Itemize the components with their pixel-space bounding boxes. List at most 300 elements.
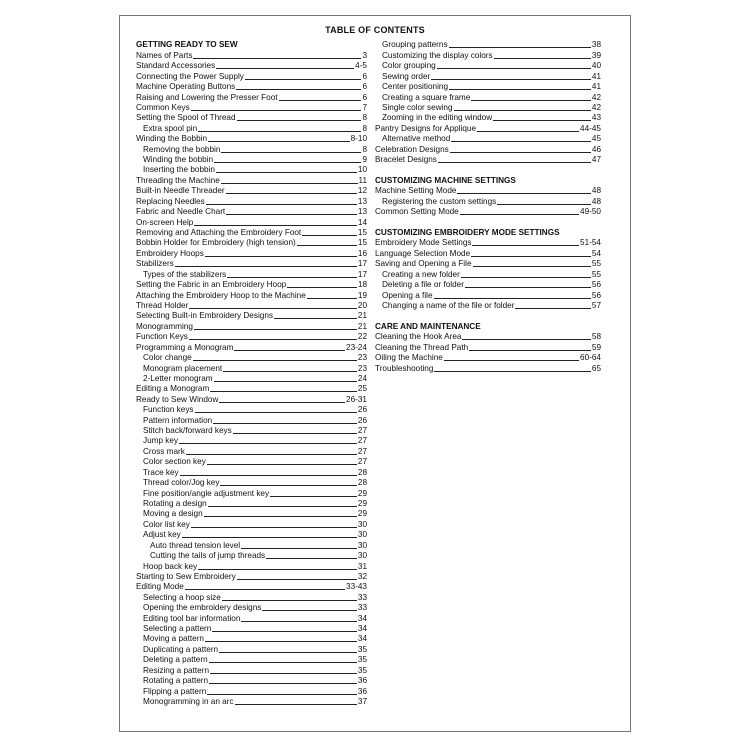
toc-entry-page-number: 26 <box>357 405 367 415</box>
toc-entry-page-number: 20 <box>357 300 367 310</box>
toc-entry-label: Setting the Spool of Thread <box>136 113 236 123</box>
toc-entry-page-number: 34 <box>357 634 367 644</box>
toc-entry-page-number: 11 <box>358 175 367 185</box>
dot-leader <box>457 193 590 194</box>
toc-entry-winding-the-bobbin[interactable] <box>136 155 367 165</box>
toc-entry-page-number: 29 <box>357 498 367 508</box>
toc-entry-page-number: 33-43 <box>346 582 367 592</box>
toc-entry-label: Stabilizers <box>136 259 174 269</box>
dot-leader <box>454 110 591 111</box>
dot-leader <box>186 454 357 455</box>
toc-entry-label: Monogram placement <box>143 363 223 373</box>
toc-entry-page-number: 27 <box>357 436 367 446</box>
toc-entry-label: Opening a file <box>382 290 433 300</box>
toc-entry-connecting-the-power-supply[interactable] <box>136 71 367 81</box>
dot-leader <box>214 381 357 382</box>
toc-entry-label: Changing a name of the file or folder <box>382 300 515 310</box>
dot-leader <box>219 402 345 403</box>
toc-entry-removing-the-bobbin[interactable] <box>136 144 367 154</box>
section-heading-label: GETTING READY TO SEW <box>136 40 238 50</box>
dot-leader <box>195 412 357 413</box>
toc-entry-page-number: 31 <box>357 561 367 571</box>
dot-leader <box>236 89 361 90</box>
toc-entry-label: Inserting the bobbin <box>143 165 215 175</box>
toc-entry-cleaning-the-thread-path[interactable] <box>375 342 601 352</box>
dot-leader <box>235 704 357 705</box>
dot-leader <box>213 423 357 424</box>
dot-leader <box>460 214 579 215</box>
toc-entry-label: On-screen Help <box>136 217 194 227</box>
toc-entry-fine-position-angle-adjustment-key[interactable] <box>136 488 367 498</box>
dot-leader <box>210 391 357 392</box>
toc-entry-label: Bobbin Holder for Embroidery (high tension) <box>136 238 296 248</box>
toc-entry-grouping-patterns[interactable] <box>375 40 601 50</box>
dot-leader <box>204 516 357 517</box>
toc-entry-opening-a-file[interactable] <box>375 290 601 300</box>
dot-leader <box>208 506 357 507</box>
toc-entry-fabric-and-needle-chart[interactable] <box>136 207 367 217</box>
toc-entry-creating-a-new-folder[interactable] <box>375 269 601 279</box>
toc-entry-page-number: 49-50 <box>580 207 601 217</box>
toc-entry-page-number: 18 <box>357 280 367 290</box>
toc-entry-resizing-a-pattern[interactable] <box>136 665 367 675</box>
toc-entry-label: Grouping patterns <box>382 40 448 50</box>
toc-entry-label: Machine Operating Buttons <box>136 82 236 92</box>
toc-entry-page-number: 57 <box>591 300 601 310</box>
dot-leader <box>198 569 357 570</box>
toc-entry-page-number: 37 <box>357 697 367 706</box>
dot-leader <box>469 350 591 351</box>
toc-entry-label: Stitch back/forward keys <box>143 426 232 436</box>
toc-entry-label: Machine Setting Mode <box>375 186 457 196</box>
toc-entry-embroidery-mode-settings[interactable] <box>375 238 601 248</box>
toc-entry-cross-mark[interactable] <box>136 446 367 456</box>
toc-entry-page-number: 34 <box>357 613 367 623</box>
toc-entry-cutting-the-tails-of-jump-threads[interactable] <box>136 551 367 561</box>
toc-entry-page-number: 44-45 <box>580 123 601 133</box>
toc-entry-page-number: 33 <box>357 592 367 602</box>
dot-leader <box>194 225 357 226</box>
dot-leader <box>179 443 357 444</box>
section-heading-label: CUSTOMIZING EMBROIDERY MODE SETTINGS <box>375 228 560 238</box>
toc-entry-label: Center positioning <box>382 82 448 92</box>
toc-entry-page-number: 56 <box>591 280 601 290</box>
toc-entry-page-number: 9 <box>362 155 367 165</box>
toc-entry-removing-and-attaching-the-embroidery-foot[interactable] <box>136 228 367 238</box>
toc-entry-page-number: 7 <box>362 102 367 112</box>
toc-entry-page-number: 47 <box>591 155 601 165</box>
toc-entry-deleting-a-pattern[interactable] <box>136 655 367 665</box>
toc-entry-label: Zooming in the editing window <box>382 113 493 123</box>
toc-entry-page-number: 16 <box>357 248 367 258</box>
dot-leader <box>206 204 357 205</box>
dot-leader <box>223 371 357 372</box>
toc-entry-sewing-order[interactable] <box>375 71 601 81</box>
toc-entry-opening-the-embroidery-designs[interactable] <box>136 603 367 613</box>
toc-entry-auto-thread-tension-level[interactable] <box>136 540 367 550</box>
dot-leader <box>210 673 357 674</box>
toc-entry-label: Embroidery Hoops <box>136 248 204 258</box>
toc-entry-page-number: 51-54 <box>580 238 601 248</box>
dot-leader <box>191 110 362 111</box>
toc-entry-label: Color section key <box>143 457 206 467</box>
toc-entry-jump-key[interactable] <box>136 436 367 446</box>
toc-entry-editing-a-monogram[interactable] <box>136 384 367 394</box>
toc-entry-replacing-needles[interactable] <box>136 196 367 206</box>
toc-entry-selecting-built-in-embroidery-designs[interactable] <box>136 311 367 321</box>
dot-leader <box>438 162 591 163</box>
dot-leader <box>493 120 591 121</box>
dot-leader <box>262 610 357 611</box>
toc-entry-moving-a-pattern[interactable] <box>136 634 367 644</box>
toc-entry-selecting-a-hoop-size[interactable] <box>136 592 367 602</box>
toc-entry-saving-and-opening-a-file[interactable] <box>375 259 601 269</box>
toc-entry-common-keys[interactable] <box>136 103 367 113</box>
toc-entry-extra-spool-pin[interactable] <box>136 123 367 133</box>
toc-entry-label: Removing and Attaching the Embroidery Foot <box>136 228 302 238</box>
toc-entry-inserting-the-bobbin[interactable] <box>136 165 367 175</box>
toc-entry-label: Trace key <box>143 467 179 477</box>
toc-entry-adjust-key[interactable] <box>136 530 367 540</box>
dot-leader <box>205 641 357 642</box>
toc-entry-types-of-the-stabilizers[interactable] <box>136 269 367 279</box>
toc-entry-page-number: 30 <box>357 519 367 529</box>
toc-entry-label: Names of Parts <box>136 50 193 60</box>
toc-entry-attaching-the-embroidery-hoop-to-the-machine[interactable] <box>136 290 367 300</box>
toc-entry-label: Fine position/angle adjustment key <box>143 488 270 498</box>
dot-leader <box>193 360 357 361</box>
toc-entry-rotating-a-pattern[interactable] <box>136 676 367 686</box>
toc-entry-page-number: 35 <box>357 655 367 665</box>
toc-entry-bracelet-designs[interactable] <box>375 155 601 165</box>
toc-entry-page-number: 23-24 <box>346 342 367 352</box>
toc-entry-page-number: 30 <box>357 530 367 540</box>
dot-leader <box>227 277 357 278</box>
toc-entry-stabilizers[interactable] <box>136 259 367 269</box>
toc-entry-page-number: 6 <box>362 92 367 102</box>
toc-entry-duplicating-a-pattern[interactable] <box>136 644 367 654</box>
dot-leader <box>241 548 357 549</box>
toc-entry-label: Setting the Fabric in an Embroidery Hoop <box>136 280 287 290</box>
toc-entry-thread-color-jog-key[interactable] <box>136 478 367 488</box>
toc-entry-label: Attaching the Embroidery Hoop to the Machine <box>136 290 306 300</box>
toc-entry-label: Selecting a hoop size <box>143 592 221 602</box>
toc-entry-page-number: 29 <box>357 509 367 519</box>
toc-entry-embroidery-hoops[interactable] <box>136 248 367 258</box>
toc-right-column <box>375 40 601 374</box>
toc-entry-center-positioning[interactable] <box>375 82 601 92</box>
dot-leader <box>237 120 362 121</box>
toc-entry-single-color-sewing[interactable] <box>375 103 601 113</box>
toc-entry-on-screen-help[interactable] <box>136 217 367 227</box>
dot-leader <box>515 308 590 309</box>
toc-entry-machine-setting-mode[interactable] <box>375 186 601 196</box>
toc-entry-page-number: 41 <box>591 82 601 92</box>
dot-leader <box>209 683 357 684</box>
toc-entry-label: Types of the stabilizers <box>143 269 227 279</box>
toc-entry-color-grouping[interactable] <box>375 61 601 71</box>
toc-entry-editing-tool-bar-information[interactable] <box>136 613 367 623</box>
toc-left-column <box>136 40 367 707</box>
toc-entry-label: Cutting the tails of jump threads <box>150 551 266 561</box>
toc-entry-page-number: 15 <box>357 238 367 248</box>
toc-entry-machine-operating-buttons[interactable] <box>136 82 367 92</box>
toc-entry-page-number: 26-31 <box>346 394 367 404</box>
dot-leader <box>462 339 590 340</box>
toc-entry-common-setting-mode[interactable] <box>375 207 601 217</box>
dot-leader <box>209 662 357 663</box>
dot-leader <box>221 152 361 153</box>
toc-entry-label: Single color sewing <box>382 102 453 112</box>
dot-leader <box>434 298 591 299</box>
toc-section-heading-customizing-embroidery-mode-settings <box>375 228 601 238</box>
toc-entry-zooming-in-the-editing-window[interactable] <box>375 113 601 123</box>
toc-entry-pantry-designs-for-applique[interactable] <box>375 123 601 133</box>
section-spacer <box>375 217 601 227</box>
toc-entry-page-number: 55 <box>591 259 601 269</box>
toc-entry-page-number: 21 <box>357 321 367 331</box>
toc-entry-page-number: 35 <box>357 644 367 654</box>
toc-entry-color-list-key[interactable] <box>136 519 367 529</box>
toc-entry-starting-to-sew-embroidery[interactable] <box>136 572 367 582</box>
toc-entry-2-letter-monogram[interactable] <box>136 374 367 384</box>
toc-entry-label: Sewing order <box>382 71 431 81</box>
dot-leader <box>434 371 590 372</box>
toc-entry-label: Standard Accessories <box>136 61 216 71</box>
toc-entry-flipping-a-pattern[interactable] <box>136 686 367 696</box>
dot-leader <box>191 527 357 528</box>
toc-entry-page-number: 6 <box>362 82 367 92</box>
toc-entry-page-number: 29 <box>357 488 367 498</box>
dot-leader <box>194 329 357 330</box>
toc-entry-moving-a-design[interactable] <box>136 509 367 519</box>
toc-entry-label: Selecting Built-in Embroidery Designs <box>136 311 273 321</box>
toc-entry-cleaning-the-hook-area[interactable] <box>375 332 601 342</box>
section-heading-label: CARE AND MAINTENANCE <box>375 321 481 331</box>
toc-entry-stitch-back-forward-keys[interactable] <box>136 426 367 436</box>
dot-leader <box>274 318 357 319</box>
toc-entry-label: Color change <box>143 353 192 363</box>
toc-entry-page-number: 22 <box>357 332 367 342</box>
toc-entry-label: Alternative method <box>382 134 451 144</box>
dot-leader <box>207 464 357 465</box>
toc-entry-label: Rotating a design <box>143 498 207 508</box>
toc-entry-page-number: 59 <box>591 342 601 352</box>
toc-entry-creating-a-square-frame[interactable] <box>375 92 601 102</box>
toc-entry-monogram-placement[interactable] <box>136 363 367 373</box>
dot-leader <box>220 485 356 486</box>
toc-entry-page-number: 55 <box>591 269 601 279</box>
toc-entry-label: Threading the Machine <box>136 175 220 185</box>
dot-leader <box>214 162 361 163</box>
toc-entry-editing-mode[interactable] <box>136 582 367 592</box>
toc-entry-page-number: 13 <box>357 196 367 206</box>
toc-entry-label: Color list key <box>143 519 190 529</box>
toc-entry-label: Ready to Sew Window <box>136 394 219 404</box>
toc-entry-label: Replacing Needles <box>136 196 205 206</box>
toc-entry-setting-the-fabric-in-an-embroidery-hoop[interactable] <box>136 280 367 290</box>
toc-title: TABLE OF CONTENTS <box>325 25 425 35</box>
toc-entry-page-number: 32 <box>357 571 367 581</box>
dot-leader <box>221 183 358 184</box>
toc-section-heading-customizing-machine-settings <box>375 175 601 185</box>
toc-entry-thread-holder[interactable] <box>136 301 367 311</box>
toc-entry-color-section-key[interactable] <box>136 457 367 467</box>
dot-leader <box>494 58 591 59</box>
toc-entry-label: Editing Mode <box>136 582 184 592</box>
toc-entry-label: Programming a Monogram <box>136 342 234 352</box>
toc-entry-programming-a-monogram[interactable] <box>136 342 367 352</box>
dot-leader <box>182 537 357 538</box>
dot-leader <box>241 621 356 622</box>
toc-entry-setting-the-spool-of-thread[interactable] <box>136 113 367 123</box>
toc-entry-threading-the-machine[interactable] <box>136 175 367 185</box>
toc-entry-hoop-back-key[interactable] <box>136 561 367 571</box>
toc-entry-celebration-designs[interactable] <box>375 144 601 154</box>
dot-leader <box>471 256 591 257</box>
dot-leader <box>205 256 357 257</box>
toc-entry-customizing-the-display-colors[interactable] <box>375 50 601 60</box>
toc-entry-label: Common Setting Mode <box>375 207 459 217</box>
toc-entry-label: Deleting a file or folder <box>382 280 464 290</box>
dot-leader <box>208 141 350 142</box>
toc-entry-function-keys[interactable] <box>136 405 367 415</box>
toc-entry-label: Celebration Designs <box>375 144 449 154</box>
toc-entry-label: Common Keys <box>136 102 190 112</box>
dot-leader <box>185 589 345 590</box>
toc-entry-page-number: 8-10 <box>350 134 367 144</box>
toc-entry-ready-to-sew-window[interactable] <box>136 394 367 404</box>
toc-entry-label: Built-in Needle Threader <box>136 186 225 196</box>
toc-entry-winding-the-bobbin[interactable] <box>136 134 367 144</box>
toc-entry-page-number: 40 <box>591 61 601 71</box>
toc-entry-page-number: 23 <box>357 363 367 373</box>
dot-leader <box>189 339 357 340</box>
toc-entry-page-number: 26 <box>357 415 367 425</box>
toc-entry-page-number: 17 <box>357 269 367 279</box>
toc-entry-selecting-a-pattern[interactable] <box>136 624 367 634</box>
dot-leader <box>189 308 357 309</box>
toc-entry-page-number: 30 <box>357 551 367 561</box>
toc-entry-troubleshooting[interactable] <box>375 363 601 373</box>
dot-leader <box>219 652 357 653</box>
toc-entry-page-number: 43 <box>591 113 601 123</box>
toc-entry-page-number: 21 <box>357 311 367 321</box>
toc-entry-changing-a-name-of-the-file-or-folder[interactable] <box>375 301 601 311</box>
toc-entry-deleting-a-file-or-folder[interactable] <box>375 280 601 290</box>
manual-page <box>119 15 631 732</box>
toc-entry-raising-and-lowering-the-presser-foot[interactable] <box>136 92 367 102</box>
toc-entry-label: Troubleshooting <box>375 363 434 373</box>
toc-entry-page-number: 3 <box>362 50 367 60</box>
dot-leader <box>212 631 357 632</box>
toc-entry-page-number: 28 <box>357 467 367 477</box>
toc-entry-trace-key[interactable] <box>136 467 367 477</box>
dot-leader <box>226 214 357 215</box>
dot-leader <box>449 89 591 90</box>
toc-entry-label: Hoop back key <box>143 561 198 571</box>
toc-entry-page-number: 60-64 <box>580 353 601 363</box>
toc-entry-label: Fabric and Needle Chart <box>136 207 226 217</box>
section-spacer <box>375 165 601 175</box>
toc-entry-alternative-method[interactable] <box>375 134 601 144</box>
dot-leader <box>207 694 357 695</box>
toc-entry-label: Oiling the Machine <box>375 353 443 363</box>
toc-entry-label: Rotating a pattern <box>143 676 209 686</box>
toc-entry-label: Saving and Opening a File <box>375 259 472 269</box>
dot-leader <box>307 298 357 299</box>
dot-leader <box>471 100 591 101</box>
toc-entry-function-keys[interactable] <box>136 332 367 342</box>
toc-entry-page-number: 14 <box>357 217 367 227</box>
toc-entry-label: Creating a new folder <box>382 269 460 279</box>
toc-entry-page-number: 54 <box>591 248 601 258</box>
dot-leader <box>472 245 579 246</box>
dot-leader <box>297 245 357 246</box>
toc-entry-label: Raising and Lowering the Presser Foot <box>136 92 278 102</box>
toc-entry-page-number: 19 <box>357 290 367 300</box>
toc-entry-label: Opening the embroidery designs <box>143 603 262 613</box>
dot-leader <box>449 47 591 48</box>
toc-entry-label: Resizing a pattern <box>143 665 209 675</box>
toc-entry-label: Creating a square frame <box>382 92 471 102</box>
toc-section-heading-getting-ready-to-sew <box>136 40 367 50</box>
toc-entry-language-selection-mode[interactable] <box>375 248 601 258</box>
toc-entry-page-number: 35 <box>357 665 367 675</box>
toc-entry-label: Moving a pattern <box>143 634 204 644</box>
toc-entry-page-number: 39 <box>591 50 601 60</box>
toc-entry-bobbin-holder-for-embroidery-high-tension[interactable] <box>136 238 367 248</box>
dot-leader <box>287 287 357 288</box>
toc-entry-oiling-the-machine[interactable] <box>375 353 601 363</box>
toc-entry-names-of-parts[interactable] <box>136 50 367 60</box>
toc-entry-page-number: 46 <box>591 144 601 154</box>
dot-leader <box>270 496 357 497</box>
dot-leader <box>477 131 579 132</box>
toc-entry-page-number: 36 <box>357 686 367 696</box>
dot-leader <box>451 141 591 142</box>
toc-entry-page-number: 15 <box>357 228 367 238</box>
toc-entry-monogramming[interactable] <box>136 321 367 331</box>
toc-entry-monogramming-in-an-arc[interactable] <box>136 697 367 707</box>
toc-entry-standard-accessories[interactable] <box>136 61 367 71</box>
toc-entry-label: Customizing the display colors <box>382 50 493 60</box>
toc-entry-built-in-needle-threader[interactable] <box>136 186 367 196</box>
toc-entry-color-change[interactable] <box>136 353 367 363</box>
toc-entry-page-number: 45 <box>591 134 601 144</box>
dot-leader <box>180 475 357 476</box>
toc-entry-label: Function Keys <box>136 332 188 342</box>
dot-leader <box>279 100 362 101</box>
toc-entry-page-number: 36 <box>357 676 367 686</box>
toc-entry-label: Jump key <box>143 436 179 446</box>
toc-entry-page-number: 30 <box>357 540 367 550</box>
toc-entry-pattern-information[interactable] <box>136 415 367 425</box>
toc-entry-label: Cleaning the Hook Area <box>375 332 462 342</box>
toc-entry-label: Cleaning the Thread Path <box>375 342 469 352</box>
toc-entry-page-number: 27 <box>357 457 367 467</box>
toc-entry-page-number: 25 <box>357 384 367 394</box>
toc-entry-page-number: 6 <box>362 71 367 81</box>
dot-leader <box>198 131 361 132</box>
toc-entry-page-number: 24 <box>357 373 367 383</box>
toc-entry-label: Registering the custom settings <box>382 196 497 206</box>
toc-entry-page-number: 42 <box>591 92 601 102</box>
toc-entry-rotating-a-design[interactable] <box>136 499 367 509</box>
toc-entry-registering-the-custom-settings[interactable] <box>375 196 601 206</box>
section-spacer <box>375 311 601 321</box>
dot-leader <box>266 558 357 559</box>
